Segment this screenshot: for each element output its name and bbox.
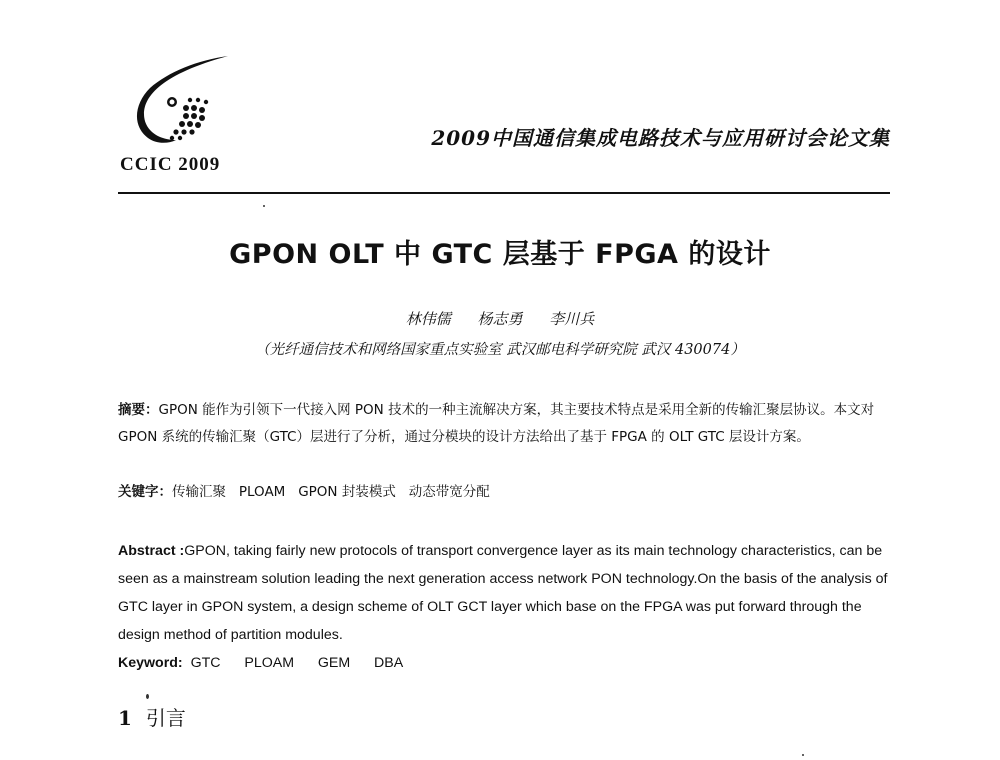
english-abstract [118, 537, 890, 649]
scan-speck [146, 694, 149, 699]
scan-speck [263, 205, 265, 207]
section-title: 引言 [145, 706, 186, 730]
chinese-abstract [118, 397, 890, 451]
section-number: 1 [118, 706, 132, 730]
chinese-keywords-text: 传输汇聚 PLOAM GPON 封装模式 动态带宽分配 [172, 484, 490, 500]
logo-text: CCIC 2009 [120, 154, 221, 175]
conference-logo [128, 52, 228, 152]
chinese-abstract-text: GPON 能作为引领下一代接入网 PON 技术的一种主流解决方案，其主要技术特点是采用全新的传输汇聚层协议。本文对 GPON 系统的传输汇聚（GTC）层进行了分析，通过分模块的设计方法给出了基于 FPGA 的 OLT GTC 层设计方案。 [118, 402, 875, 445]
journal-title: 2009中国通信集成电路技术与应用研讨会论文集 [431, 126, 890, 150]
scan-speck [802, 754, 804, 756]
english-keywords-text: GTC PLOAM GEM DBA [190, 655, 404, 671]
chinese-keywords-label: 关键字： [118, 484, 172, 500]
english-keywords-label: Keyword: [118, 655, 183, 671]
english-abstract-text: GPON, taking fairly new protocols of transport convergence layer as its main technology characteristics, can be seen as a mainstream solution leading the next generation access network PON technology.On the basis of the analysis of GTC layer in GPON system, a design scheme of OLT GCT layer which base on the FPGA was put forward through the design method of partition modules. [118, 543, 888, 643]
paper-authors: 林伟儒 杨志勇 李川兵 [405, 310, 595, 328]
conference-logo-graphic [128, 52, 228, 152]
english-keywords [118, 649, 890, 677]
section-heading [118, 702, 186, 731]
paper-title: GPON OLT 中 GTC 层基于 FPGA 的设计 [229, 239, 771, 270]
header-divider [118, 192, 890, 194]
paper-affiliation: （光纤通信技术和网络国家重点实验室 武汉邮电科学研究院 武汉 430074） [255, 342, 745, 358]
chinese-keywords [118, 479, 890, 506]
english-abstract-label: Abstract : [118, 543, 185, 559]
chinese-abstract-label: 摘要： [118, 402, 159, 418]
